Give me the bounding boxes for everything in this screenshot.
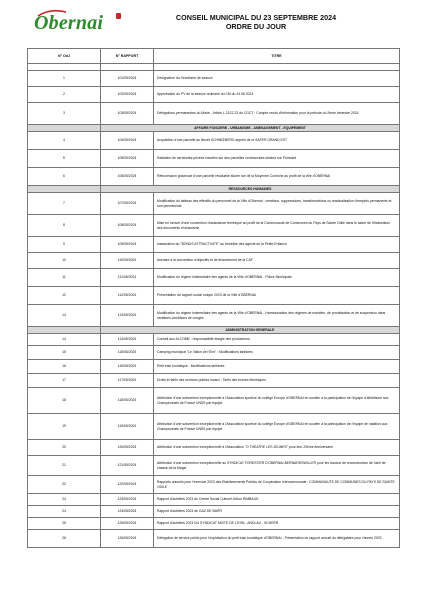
item-number: 7 <box>28 193 101 215</box>
report-number: 110/05/2024 <box>101 253 154 269</box>
item-title: Délégations permanentes du Maire - Article L.2122-22 du CGCT : Compte-rendu d'information pour la période du 2ème trimestre 2024 <box>154 103 400 125</box>
item-title: Rapport d'activités 2023 du Centre Social Culturel Arthur RIMBAUD <box>154 494 400 506</box>
item-title: Avenant à la convention d'objectifs et de financement de la CAF <box>154 253 400 269</box>
item-number: 5 <box>28 150 101 168</box>
column-header-rapport: N° RAPPORT <box>101 49 154 64</box>
section-title: RESSOURCES HUMAINES <box>101 186 400 193</box>
report-number: 123/05/2024 <box>101 494 154 506</box>
agenda-item-row <box>28 518 400 530</box>
spacer-cell <box>154 64 400 71</box>
report-number: 126/05/2024 <box>101 530 154 548</box>
report-number: 122/05/2024 <box>101 476 154 494</box>
section-header-row <box>28 125 400 132</box>
item-title: Conseil aux ALCOME : responsabilité élargie des producteurs <box>154 334 400 346</box>
report-number: 103/05/2024 <box>101 103 154 125</box>
document-title: CONSEIL MUNICIPAL DU 23 SEPTEMBRE 2024 <box>175 13 337 22</box>
report-number: 115/05/2024 <box>101 346 154 360</box>
item-number: 6 <box>28 168 101 186</box>
item-title: Droits et tarifs des services publics locaux : Tarifs des bornes électriques <box>154 374 400 388</box>
item-title: Attribution d'une subvention exceptionnelle à l'Association sportive du collège Europe d'OBERNAI en soutien à la participation de l'équipe de natation aux Championnats de France UNSS par équipe <box>154 414 400 440</box>
agenda-item-row <box>28 237 400 253</box>
report-number: 124/05/2024 <box>101 506 154 518</box>
item-title: Instauration du "BONUS ATTRACTIVITE" au bénéfice des agents de la Petite Enfance <box>154 237 400 253</box>
item-number: 22 <box>28 476 101 494</box>
logo-wordmark: Obernai <box>34 12 104 34</box>
item-number: 12 <box>28 287 101 305</box>
agenda-item-row <box>28 87 400 103</box>
report-number: 106/05/2024 <box>101 168 154 186</box>
section-header-row <box>28 327 400 334</box>
agenda-item-row <box>28 476 400 494</box>
item-number: 23 <box>28 494 101 506</box>
agenda-item-row <box>28 388 400 414</box>
item-number: 25 <box>28 518 101 530</box>
agenda-item-row <box>28 193 400 215</box>
item-title: Désignation du Secrétaire de séance <box>154 71 400 87</box>
spacer-cell <box>28 64 101 71</box>
report-number: 108/05/2024 <box>101 215 154 237</box>
section-spacer-cell <box>28 186 101 193</box>
item-number: 21 <box>28 456 101 476</box>
item-number: 18 <box>28 388 101 414</box>
item-number: 26 <box>28 530 101 548</box>
table-spacer-row <box>28 64 400 71</box>
agenda-item-row <box>28 374 400 388</box>
agenda-rows <box>28 64 400 548</box>
item-title: Modification du régime indemnitaire des agents de la Ville d'OBERNAI - Harmonisation des régimes de maintien, de proratisation et de suspension dans certaines conditions de congés <box>154 305 400 327</box>
item-title: Rapport d'activités 2023 de GAZ DE BARR <box>154 506 400 518</box>
report-number: 117/05/2024 <box>101 374 154 388</box>
document-subtitle: ORDRE DU JOUR <box>225 22 287 31</box>
report-number: 102/05/2024 <box>101 87 154 103</box>
item-title: Rétrocession gracieuse d'une parcelle résiduelle située rue de la Moyenne Corniche au profit de la ville d'OBERNAI <box>154 168 400 186</box>
agenda-item-row <box>28 103 400 125</box>
agenda-item-row <box>28 253 400 269</box>
agenda-item-row <box>28 168 400 186</box>
section-spacer-cell <box>28 327 101 334</box>
agenda-item-row <box>28 346 400 360</box>
column-header-titre: TITRE <box>154 49 400 64</box>
agenda-table <box>27 48 400 548</box>
item-number: 4 <box>28 132 101 150</box>
item-number: 1 <box>28 71 101 87</box>
agenda-item-row <box>28 269 400 287</box>
item-number: 19 <box>28 414 101 440</box>
item-number: 20 <box>28 440 101 456</box>
item-number: 15 <box>28 346 101 360</box>
section-title: ADMINISTRATION GENERALE <box>101 327 400 334</box>
item-title: Camping municipal "Le Vallon de l'Ehn" : Modifications tarifaires <box>154 346 400 360</box>
agenda-item-row <box>28 506 400 518</box>
report-number: 104/05/2024 <box>101 132 154 150</box>
item-number: 8 <box>28 215 101 237</box>
agenda-item-row <box>28 530 400 548</box>
item-number: 9 <box>28 237 101 253</box>
crest-icon <box>116 13 121 19</box>
agenda-item-row <box>28 494 400 506</box>
item-title: Modification du régime indemnitaire des agents de la Ville d'OBERNAI - Police Municipale <box>154 269 400 287</box>
item-title: Rapports annuels pour l'exercice 2023 des Etablissements Publics de Coopération Intercommunale : COMMUNAUTE DE COMMUNES DU PAYS DE SAINTE ODILE <box>154 476 400 494</box>
agenda-item-row <box>28 360 400 374</box>
report-number: 118/05/2024 <box>101 388 154 414</box>
report-number: 112/05/2024 <box>101 287 154 305</box>
agenda-item-row <box>28 215 400 237</box>
item-title: Petit train touristique : Modifications tarifaires <box>154 360 400 374</box>
item-title: Délégation de service public pour l'exploitation du petit train touristique d'OBERNAI - Présentation du rapport annuel du délégataire pour l'année 2023 <box>154 530 400 548</box>
report-number: 109/05/2024 <box>101 237 154 253</box>
item-title: Attribution d'une subvention exceptionnelle à l'Association sportive du collège Europe d'OBERNAI en soutien à la participation de l'équipe d'athlétisme aux Championnats de France UNSS par équipe <box>154 388 400 414</box>
item-title: Modification du tableau des effectifs du personnel de la Ville d'Obernai : créations, suppressions, transformations ou réactualisation d'emplois permanents et non permanents <box>154 193 400 215</box>
report-number: 119/05/2024 <box>101 414 154 440</box>
item-number: 3 <box>28 103 101 125</box>
item-title: Attribution d'une subvention exceptionnelle au SYNDICAT FORESTIER D'OBERNAI-BERNARDSWILLER pour les travaux de reconstruction de l'abri de chasse de la Magel <box>154 456 400 476</box>
report-number: 113/05/2024 <box>101 305 154 327</box>
report-number: 125/05/2024 <box>101 518 154 530</box>
section-spacer-cell <box>28 125 101 132</box>
item-number: 17 <box>28 374 101 388</box>
item-title: Attribution d'une subvention exceptionnelle à l'Association "O THEATRE LES JEUNES" pour leur 20ème anniversaire <box>154 440 400 456</box>
document-header <box>126 13 386 31</box>
report-number: 116/05/2024 <box>101 360 154 374</box>
report-number: 114/05/2024 <box>101 334 154 346</box>
column-header-num: N° OdJ <box>28 49 101 64</box>
item-number: 14 <box>28 334 101 346</box>
agenda-item-row <box>28 414 400 440</box>
city-logo <box>34 8 120 42</box>
item-title: Mise en oeuvre d'une convention d'assistance technique au profit de la Communauté de Communes du Pays de Sainte Odile dans le cadre de l'élaboration des documents d'urbanisme <box>154 215 400 237</box>
item-title: Présentation du rapport social unique 2023 de la Ville d'OBERNAI <box>154 287 400 305</box>
item-number: 13 <box>28 305 101 327</box>
item-title: Approbation du PV de la séance ordinaire du CM du 24 06 2024 <box>154 87 400 103</box>
spacer-cell <box>101 64 154 71</box>
report-number: 121/05/2024 <box>101 456 154 476</box>
agenda-item-row <box>28 71 400 87</box>
item-number: 2 <box>28 87 101 103</box>
item-number: 11 <box>28 269 101 287</box>
agenda-item-row <box>28 150 400 168</box>
agenda-item-row <box>28 334 400 346</box>
item-title: Acquisition d'une parcelle au lieudit SCHNEEBERG auprès de la SAFER GRAND EST <box>154 132 400 150</box>
section-header-row <box>28 186 400 193</box>
table-header-row <box>28 49 400 64</box>
report-number: 111/05/2024 <box>101 269 154 287</box>
report-number: 105/05/2024 <box>101 150 154 168</box>
agenda-item-row <box>28 440 400 456</box>
item-number: 24 <box>28 506 101 518</box>
agenda-item-row <box>28 305 400 327</box>
item-title: Radiation de servitudes privées inscrites sur des parcelles communales situées rue Poincaré <box>154 150 400 168</box>
item-number: 10 <box>28 253 101 269</box>
agenda-item-row <box>28 132 400 150</box>
report-number: 101/05/2024 <box>101 71 154 87</box>
item-number: 16 <box>28 360 101 374</box>
agenda-item-row <box>28 456 400 476</box>
section-title: AFFAIRE FONCIERE - URBANISME - AMENAGEMENT - EQUIPEMENT <box>101 125 400 132</box>
report-number: 107/05/2024 <box>101 193 154 215</box>
item-title: Rapport d'activités 2023 DU SYNDICAT MIXTE DE L'EHN - ANDLAU - SCHEER <box>154 518 400 530</box>
report-number: 120/05/2024 <box>101 440 154 456</box>
agenda-item-row <box>28 287 400 305</box>
